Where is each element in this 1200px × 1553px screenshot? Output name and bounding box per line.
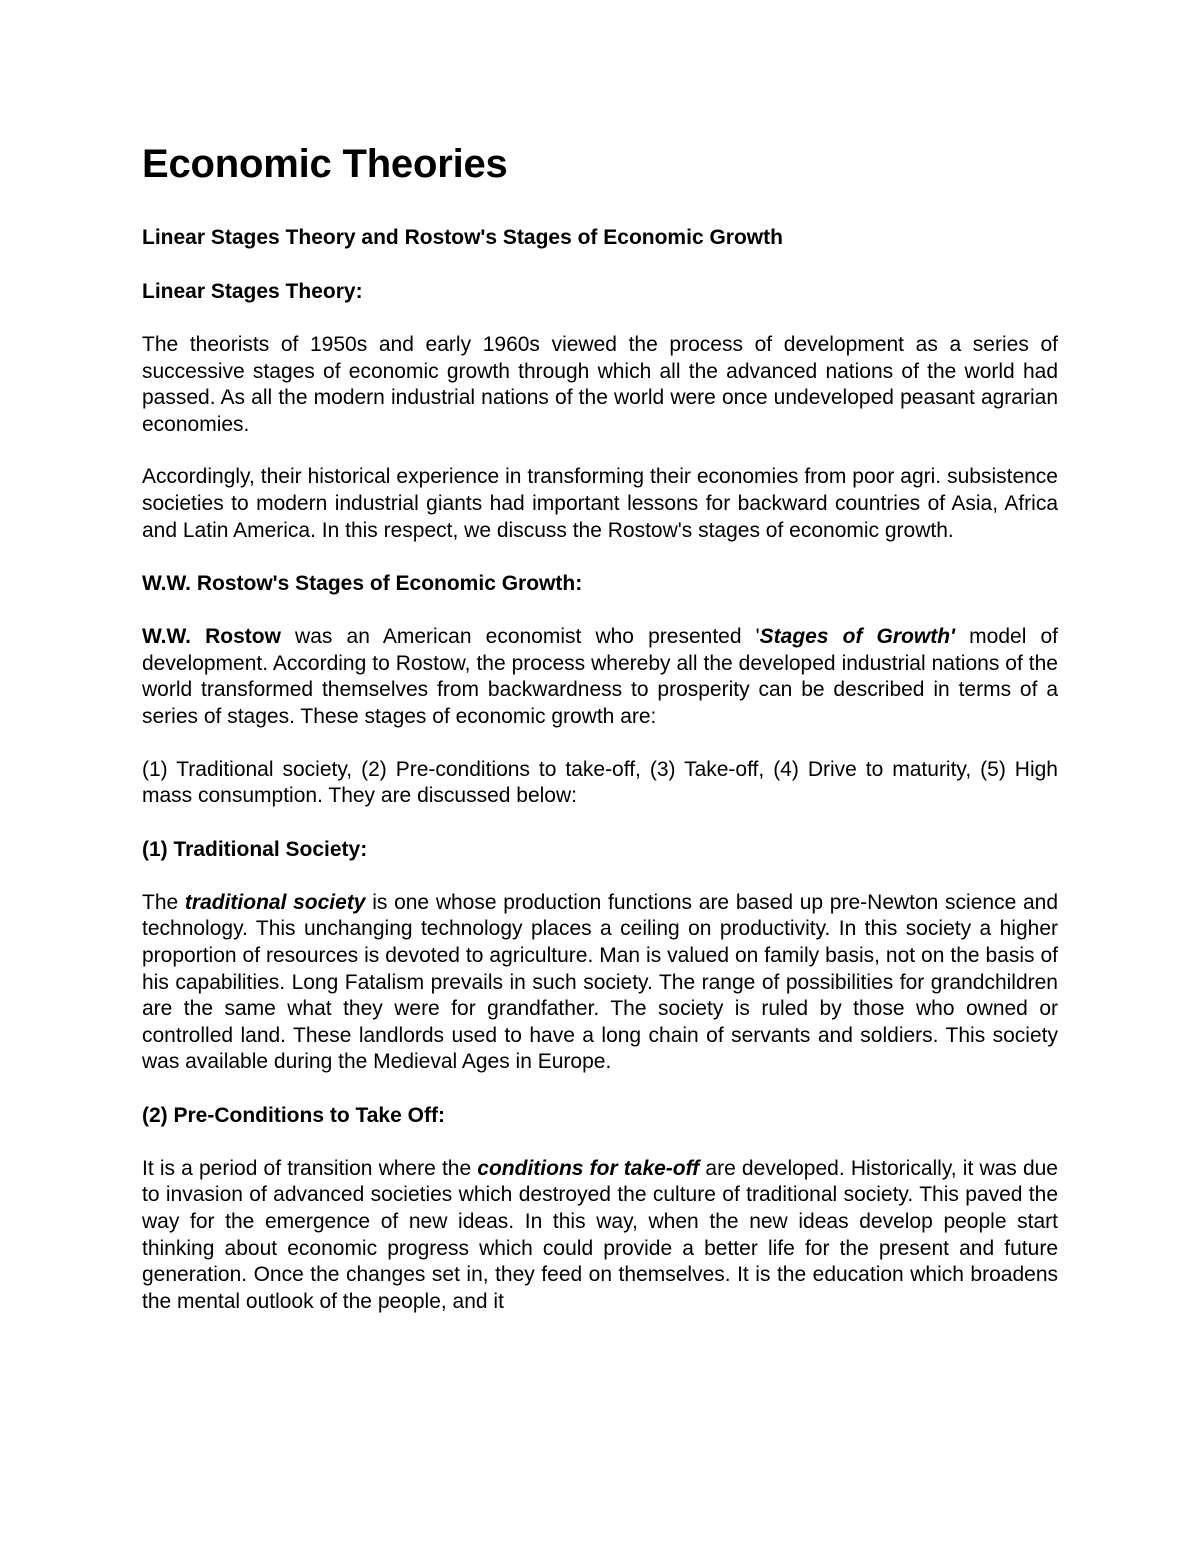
rostow-stages-heading: W.W. Rostow's Stages of Economic Growth: — [142, 572, 583, 596]
linear-stages-heading: Linear Stages Theory: — [142, 280, 363, 303]
traditional-society-paragraph — [142, 890, 1058, 1076]
stages-of-growth-term: Stages of Growth' — [759, 625, 956, 649]
traditional-text-a: The — [142, 890, 185, 914]
preconditions-text-b: are developed. Historically, it was due to invasion of advanced societies which destroyed the culture of traditional society. This paved the way for the emergence of new ideas. In this way, when the new ideas develop people start thinking about economic progress which could provide a better life for the present and future generation. Once the changes set in, they feed on themselves. It is the education which broadens the mental outlook of the people, and it — [142, 1156, 1058, 1313]
rostow-paragraph — [142, 624, 1058, 730]
traditional-society-heading: (1) Traditional Society: — [142, 837, 368, 861]
preconditions-text-a: It is a period of transition where the — [142, 1156, 478, 1180]
page-title: Economic Theories — [142, 142, 508, 186]
linear-stages-paragraph-1: The theorists of 1950s and early 1960s viewed the process of development as a series of successive stages of economic growth through which all the advanced nations of the world had passed. As all the modern industrial nations of the world were once undeveloped peasant agrarian economies. — [142, 333, 1058, 436]
document-page — [142, 138, 1058, 1341]
conditions-for-take-off-term: conditions for take-off — [477, 1156, 700, 1180]
stages-list-paragraph: (1) Traditional society, (2) Pre-conditions to take-off, (3) Take-off, (4) Drive to maturity, (5) High mass consumption. They are discussed below: — [142, 757, 1058, 808]
preconditions-heading: (2) Pre-Conditions to Take Off: — [142, 1103, 445, 1127]
linear-stages-paragraph-2: Accordingly, their historical experience in transforming their economies from poor agri. subsistence societies to modern industrial giants had important lessons for backward countries of Asia, Africa and Latin America. In this respect, we discuss the Rostow's stages of economic growth. — [142, 465, 1058, 542]
traditional-society-term: traditional society — [184, 890, 366, 914]
rostow-name: W.W. Rostow — [142, 625, 281, 649]
rostow-text-a: was an American economist who presented ' — [280, 625, 760, 649]
traditional-text-b: is one whose production functions are based up pre-Newton science and technology. This unchanging technology places a ceiling on productivity. In this society a higher proportion of resources is devoted to agriculture. Man is valued on family basis, not on the basis of his capabilities. Long Fatalism prevails in such society. The range of possibilities for grandchildren are the same what they were for grandfather. The society is ruled by those who owned or controlled land. These landlords used to have a long chain of servants and soldiers. This society was available during the Medieval Ages in Europe. — [142, 890, 1059, 1074]
rostow-text-b: model of development. According to Rostow, the process whereby all the developed industrial nations of the world transformed themselves from backwardness to prosperity can be described in terms of a series of stages. These stages of economic growth are: — [142, 625, 1058, 728]
preconditions-paragraph — [142, 1156, 1058, 1316]
subtitle-heading: Linear Stages Theory and Rostow's Stages of Economic Growth — [142, 226, 783, 249]
